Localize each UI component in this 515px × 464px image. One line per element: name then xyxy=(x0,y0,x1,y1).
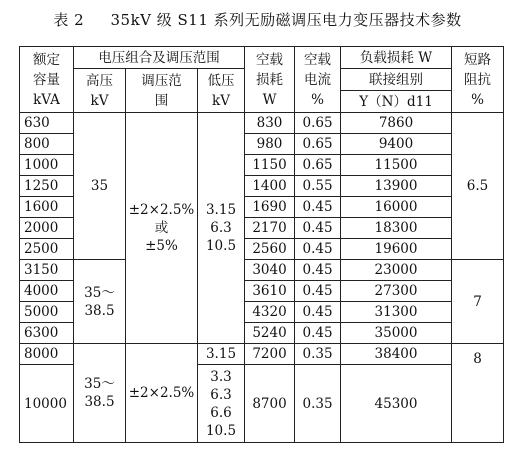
header-capacity: 额定 容量 kVA xyxy=(20,47,74,113)
header-vector-group: 联接组别 xyxy=(341,69,452,91)
cell-tap-group1: ±2×2.5% 或 ±5% xyxy=(126,113,198,344)
cell-hv-group1: 35 xyxy=(74,113,126,260)
cell-no-load-loss: 3610 xyxy=(245,281,295,302)
cell-no-load-loss: 5240 xyxy=(245,323,295,344)
transformer-parameters-table xyxy=(19,46,504,443)
cell-lv-10000: 3.3 6.3 6.6 10.5 xyxy=(198,365,245,443)
cell-impedance-group2: 7 xyxy=(452,260,504,344)
cell-load-loss: 13900 xyxy=(341,176,452,197)
cell-no-load-current: 0.65 xyxy=(295,113,341,134)
cell-no-load-current: 0.35 xyxy=(295,365,341,443)
cell-no-load-current: 0.45 xyxy=(295,197,341,218)
cell-no-load-current: 0.65 xyxy=(295,134,341,155)
table-caption: 表 2 35kV 级 S11 系列无励磁调压电力变压器技术参数 xyxy=(53,11,462,29)
cell-lv-8000: 3.15 xyxy=(198,344,245,365)
cell-no-load-current: 0.45 xyxy=(295,218,341,239)
cell-capacity: 10000 xyxy=(20,365,74,443)
cell-capacity: 1000 xyxy=(20,155,74,176)
cell-no-load-current: 0.55 xyxy=(295,176,341,197)
cell-load-loss: 16000 xyxy=(341,197,452,218)
cell-load-loss: 11500 xyxy=(341,155,452,176)
header-tap-range: 调压范 围 xyxy=(126,69,198,113)
cell-no-load-current: 0.45 xyxy=(295,260,341,281)
cell-load-loss: 19600 xyxy=(341,239,452,260)
cell-no-load-loss: 1690 xyxy=(245,197,295,218)
cell-no-load-loss: 830 xyxy=(245,113,295,134)
cell-impedance-group3: 8 xyxy=(452,344,504,443)
cell-no-load-loss: 980 xyxy=(245,134,295,155)
cell-tap-group2: ±2×2.5% xyxy=(126,344,198,443)
cell-load-loss: 23000 xyxy=(341,260,452,281)
cell-no-load-loss: 2560 xyxy=(245,239,295,260)
cell-no-load-loss: 1150 xyxy=(245,155,295,176)
cell-capacity: 1250 xyxy=(20,176,74,197)
cell-no-load-loss: 3040 xyxy=(245,260,295,281)
cell-capacity: 8000 xyxy=(20,344,74,365)
cell-no-load-current: 0.35 xyxy=(295,344,341,365)
cell-no-load-current: 0.45 xyxy=(295,323,341,344)
header-impedance: 短路 阻抗 % xyxy=(452,47,504,113)
cell-load-loss: 27300 xyxy=(341,281,452,302)
cell-capacity: 2000 xyxy=(20,218,74,239)
cell-capacity: 3150 xyxy=(20,260,74,281)
header-hv: 高压 kV xyxy=(74,69,126,113)
cell-no-load-loss: 2170 xyxy=(245,218,295,239)
cell-no-load-current: 0.45 xyxy=(295,281,341,302)
header-voltage-group: 电压组合及调压范围 xyxy=(74,47,245,69)
cell-capacity: 1600 xyxy=(20,197,74,218)
cell-lv-group1: 3.15 6.3 10.5 xyxy=(198,113,245,344)
header-no-load-loss: 空载 损耗 W xyxy=(245,47,295,113)
cell-no-load-current: 0.45 xyxy=(295,302,341,323)
cell-load-loss: 18300 xyxy=(341,218,452,239)
cell-no-load-loss: 4320 xyxy=(245,302,295,323)
cell-capacity: 2500 xyxy=(20,239,74,260)
cell-hv-group3: 35～ 38.5 xyxy=(74,344,126,443)
cell-capacity: 5000 xyxy=(20,302,74,323)
cell-load-loss: 9400 xyxy=(341,134,452,155)
header-load-loss: 负载损耗 W xyxy=(341,47,452,69)
cell-no-load-loss: 7200 xyxy=(245,344,295,365)
cell-capacity: 6300 xyxy=(20,323,74,344)
cell-capacity: 4000 xyxy=(20,281,74,302)
cell-impedance-group1: 6.5 xyxy=(452,113,504,260)
cell-hv-group2: 35～ 38.5 xyxy=(74,260,126,344)
cell-no-load-current: 0.45 xyxy=(295,239,341,260)
cell-load-loss: 7860 xyxy=(341,113,452,134)
cell-load-loss: 31300 xyxy=(341,302,452,323)
header-no-load-current: 空载 电流 % xyxy=(295,47,341,113)
cell-load-loss: 38400 xyxy=(341,344,452,365)
cell-load-loss: 45300 xyxy=(341,365,452,443)
cell-load-loss: 35000 xyxy=(341,323,452,344)
cell-no-load-current: 0.65 xyxy=(295,155,341,176)
header-vector-value: Y（N）d11 xyxy=(341,91,452,113)
header-lv: 低压 kV xyxy=(198,69,245,113)
cell-capacity: 800 xyxy=(20,134,74,155)
cell-no-load-loss: 1400 xyxy=(245,176,295,197)
cell-capacity: 630 xyxy=(20,113,74,134)
cell-no-load-loss: 8700 xyxy=(245,365,295,443)
